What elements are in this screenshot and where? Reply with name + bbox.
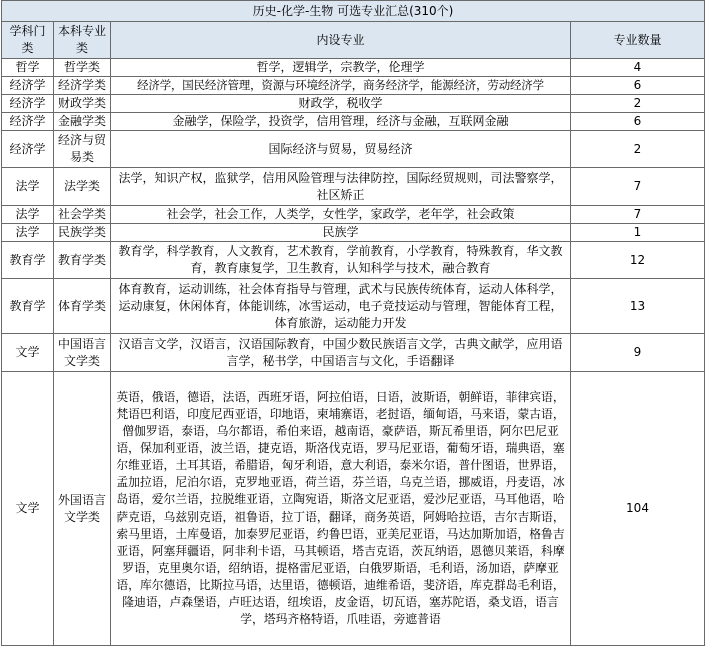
majors-cell: 体育教育，运动训练，社会体育指导与管理，武术与民族传统体育，运动人体科学，运动康复，休闲体育，体能训练，冰雪运动，电子竞技运动与管理，智能体育工程，体育旅游，运动能力开发 [111,279,571,334]
count-cell: 2 [571,95,705,113]
count-cell: 4 [571,59,705,77]
category-cell: 经济学 [2,131,54,168]
category-cell: 文学 [2,372,54,646]
table-row [2,131,705,168]
table-row [2,59,705,77]
class-cell: 财政学类 [54,95,111,113]
majors-cell: 英语，俄语，德语，法语，西班牙语，阿拉伯语，日语，波斯语，朝鲜语，菲律宾语，梵语巴利语，印度尼西亚语，印地语，柬埔寨语，老挝语，缅甸语，马来语，蒙古语，僧伽罗语，泰语，乌尔都语，希伯来语，越南语，豪萨语，斯瓦希里语，阿尔巴尼亚语，保加利亚语，波兰语，捷克语，斯洛伐克语，罗马尼亚语，葡萄牙语，瑞典语，塞尔维亚语，土耳其语，希腊语，匈牙利语，意大利语，泰米尔语，普什图语，世界语，孟加拉语，尼泊尔语，克罗地亚语，荷兰语，芬兰语，乌克兰语，挪威语，丹麦语，冰岛语，爱尔兰语，拉脱维亚语，立陶宛语，斯洛文尼亚语，爱沙尼亚语，马耳他语，哈萨克语，乌兹别克语，祖鲁语，拉丁语，翻译，商务英语，阿姆哈拉语，吉尔吉斯语，索马里语，土库曼语，加泰罗尼亚语，约鲁巴语，亚美尼亚语，马达加斯加语，格鲁吉亚语，阿塞拜疆语，阿非利卡语，马其顿语，塔吉克语，茨瓦纳语，恩德贝莱语，科摩罗语，克里奥尔语，绍纳语，提格雷尼亚语，白俄罗斯语，毛利语，汤加语，萨摩亚语，库尔德语，比斯拉马语，达里语，德顿语，迪维希语，斐济语，库克群岛毛利语，隆迪语，卢森堡语，卢旺达语，纽埃语，皮金语，切瓦语，塞苏陀语，桑戈语，语言学，塔玛齐格特语，爪哇语，旁遮普语 [111,372,571,646]
category-cell: 法学 [2,206,54,224]
table-row [2,334,705,372]
count-cell: 7 [571,206,705,224]
majors-cell: 财政学，税收学 [111,95,571,113]
category-cell: 法学 [2,224,54,242]
majors-cell: 金融学，保险学，投资学，信用管理，经济与金融，互联网金融 [111,113,571,131]
count-cell: 104 [571,372,705,646]
majors-cell: 民族学 [111,224,571,242]
category-cell: 经济学 [2,113,54,131]
class-cell: 经济学类 [54,77,111,95]
majors-cell: 经济学，国民经济管理，资源与环境经济学，商务经济学，能源经济，劳动经济学 [111,77,571,95]
table-row [2,77,705,95]
header-class: 本科专业类 [54,22,111,59]
count-cell: 7 [571,168,705,206]
class-cell: 金融学类 [54,113,111,131]
count-cell: 6 [571,77,705,95]
class-cell: 外国语言文学类 [54,372,111,646]
table-row [2,372,705,646]
category-cell: 教育学 [2,279,54,334]
majors-cell: 国际经济与贸易，贸易经济 [111,131,571,168]
category-cell: 哲学 [2,59,54,77]
category-cell: 经济学 [2,77,54,95]
majors-table [1,0,705,646]
count-cell: 2 [571,131,705,168]
count-cell: 1 [571,224,705,242]
class-cell: 教育学类 [54,242,111,279]
majors-cell: 哲学，逻辑学，宗教学，伦理学 [111,59,571,77]
table-row [2,95,705,113]
class-cell: 经济与贸易类 [54,131,111,168]
table-title: 历史-化学-生物 可选专业汇总(310个) [2,1,705,22]
category-cell: 教育学 [2,242,54,279]
table-row [2,279,705,334]
category-cell: 法学 [2,168,54,206]
class-cell: 社会学类 [54,206,111,224]
header-majors: 内设专业 [111,22,571,59]
count-cell: 13 [571,279,705,334]
count-cell: 9 [571,334,705,372]
majors-cell: 汉语言文学，汉语言，汉语国际教育，中国少数民族语言文学，古典文献学，应用语言学，秘书学，中国语言与文化，手语翻译 [111,334,571,372]
category-cell: 经济学 [2,95,54,113]
count-cell: 6 [571,113,705,131]
class-cell: 法学类 [54,168,111,206]
table-row [2,224,705,242]
table-row [2,168,705,206]
majors-cell: 社会学，社会工作，人类学，女性学，家政学，老年学，社会政策 [111,206,571,224]
class-cell: 中国语言文学类 [54,334,111,372]
table-row [2,206,705,224]
header-category: 学科门类 [2,22,54,59]
class-cell: 民族学类 [54,224,111,242]
category-cell: 文学 [2,334,54,372]
table-row [2,113,705,131]
count-cell: 12 [571,242,705,279]
class-cell: 哲学类 [54,59,111,77]
majors-cell: 教育学，科学教育，人文教育，艺术教育，学前教育，小学教育，特殊教育，华文教育，教育康复学，卫生教育，认知科学与技术，融合教育 [111,242,571,279]
majors-cell: 法学，知识产权，监狱学，信用风险管理与法律防控，国际经贸规则，司法警察学，社区矫正 [111,168,571,206]
header-count: 专业数量 [571,22,705,59]
table-row [2,242,705,279]
class-cell: 体育学类 [54,279,111,334]
